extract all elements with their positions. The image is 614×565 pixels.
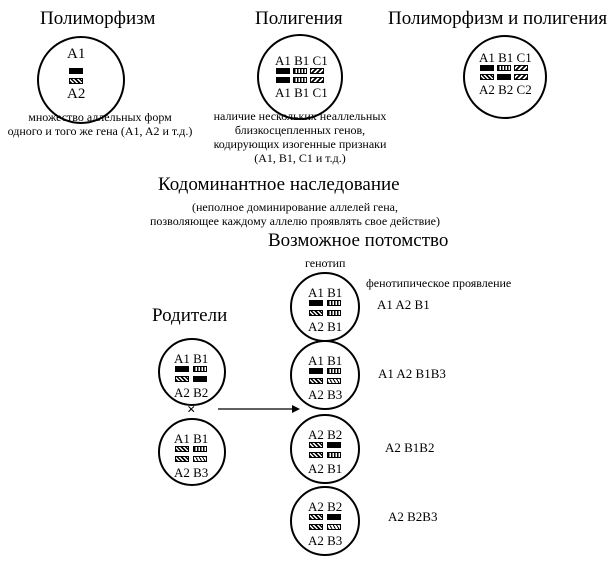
offspring-2-block-b3 (327, 378, 341, 384)
offspring-2-bottom-label: A2 B3 (308, 387, 343, 402)
polygeny-row1-label: A1 B1 C1 (275, 53, 328, 68)
polymorphism-polygeny-title: Полиморфизм и полигения (388, 8, 608, 29)
parent-1-bottom-label: A2 B2 (174, 385, 209, 400)
offspring-1-block-b1b (327, 310, 341, 316)
both-row2-label: A2 B2 C2 (479, 82, 532, 97)
offspring-3-block-b1 (327, 452, 341, 458)
offspring-3-phenotype: A2 B1B2 (385, 440, 435, 455)
offspring-2-block-a1 (309, 368, 323, 374)
offspring-3-circle (290, 414, 360, 484)
offspring-4-bottom-label: A2 B3 (308, 533, 343, 548)
parent-2-top-label: A1 B1 (174, 431, 209, 446)
offspring-2-block-b1 (327, 368, 341, 374)
codominance-title: Кодоминантное наследование (158, 174, 400, 195)
codominance-line2: позволяющее каждому аллелю проявлять свое действие) (149, 214, 441, 228)
offspring-3-block-a2b (309, 452, 323, 458)
polygeny-caption-line3: кодирующих изогенные признаки (213, 137, 387, 151)
offspring-1-top-label: A1 B1 (308, 285, 343, 300)
offspring-4-block-b2 (327, 514, 341, 520)
polygeny-row2-label: A1 B1 C1 (275, 85, 328, 100)
parents-title: Родители (152, 305, 228, 326)
phenotype-label: фенотипическое проявление (366, 276, 512, 290)
offspring-3-bottom-label: A2 B1 (308, 461, 343, 476)
offspring-1-block-a2 (309, 310, 323, 316)
polygeny-title: Полигения (255, 8, 343, 29)
offspring-2-phenotype: A1 A2 B1B3 (378, 366, 446, 381)
offspring-2-circle (290, 340, 360, 410)
polygeny-caption-line4: (A1, B1, C1 и т.д.) (254, 151, 346, 165)
polygeny-caption-line1: наличие нескольких неаллельных (213, 109, 387, 123)
offspring-1-block-b1 (327, 300, 341, 306)
offspring-1-circle (290, 272, 360, 342)
parent-2-bottom-label: A2 B3 (174, 465, 209, 480)
offspring-1-block-a1 (309, 300, 323, 306)
offspring-title: Возможное потомство (268, 230, 449, 251)
offspring-2-top-label: A1 B1 (308, 353, 343, 368)
parent-1-top-label: A1 B1 (174, 351, 209, 366)
polygeny-caption-line2: близкосцепленных генов, (234, 123, 366, 137)
offspring-3-block-a2 (309, 442, 323, 448)
offspring-4-block-a2b (309, 524, 323, 530)
polymorphism-caption-line2: одного и того же гена (A1, A2 и т.д.) (7, 124, 193, 138)
offspring-4-block-b3 (327, 524, 341, 530)
offspring-3-block-b2 (327, 442, 341, 448)
offspring-1-phenotype: A1 A2 B1 (377, 297, 430, 312)
offspring-4-top-label: A2 B2 (308, 499, 343, 514)
gene-a1-label: A1 (67, 46, 86, 62)
offspring-3-top-label: A2 B2 (308, 427, 343, 442)
polymorphism-caption-line1: множество аллельных форм (28, 110, 172, 124)
offspring-4-block-a2 (309, 514, 323, 520)
genotype-label: генотип (305, 256, 346, 270)
polymorphism-title: Полиморфизм (40, 8, 156, 29)
offspring-4-phenotype: A2 B2B3 (388, 509, 438, 524)
gene-a2-label: A2 (67, 86, 86, 102)
offspring-4-circle (290, 486, 360, 556)
cross-symbol: × (187, 402, 196, 418)
both-row1-label: A1 B1 C1 (479, 50, 532, 65)
codominance-line1: (неполное доминирование аллелей гена, (192, 200, 398, 214)
offspring-1-bottom-label: A2 B1 (308, 319, 343, 334)
offspring-2-block-a2 (309, 378, 323, 384)
